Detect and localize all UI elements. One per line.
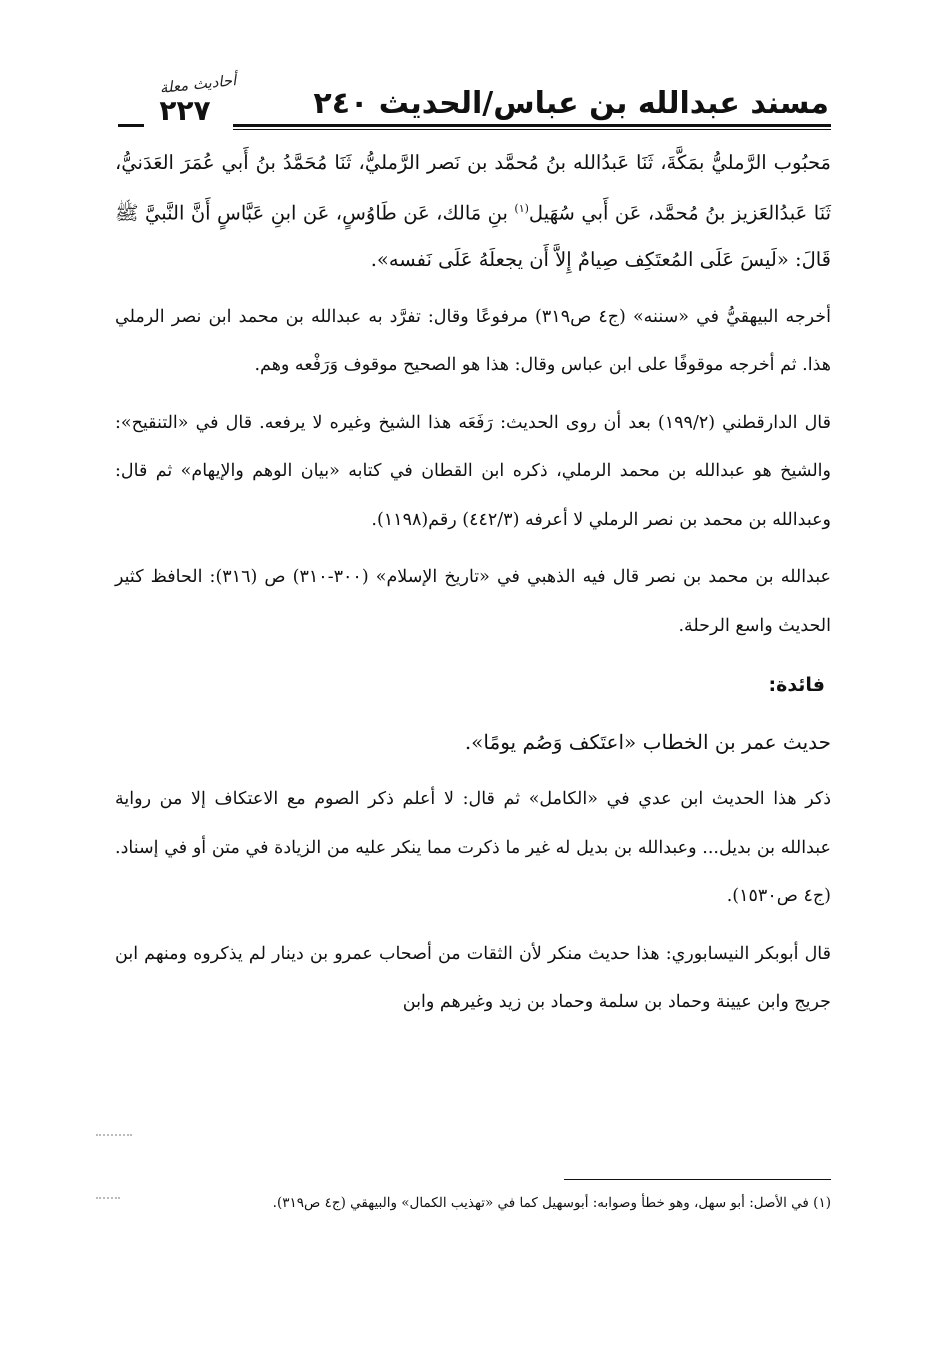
running-header-title: مسند عبدالله بن عباس/الحديث ٢٤٠	[313, 86, 829, 121]
hadith-paragraph	[115, 140, 831, 283]
page-number: ٢٢٧	[159, 94, 211, 127]
paragraph-bayhaqi: أخرجه البيهقيُّ في «سننه» (ج٤ ص٣١٩) مرفوعًا وقال: تفرَّد به عبدالله بن محمد ابن نصر الرملي هذا. ثم أخرجه موقوفًا على ابن عباس وقال: هذا هو الصحيح موقوف وَرَفْعه وهم.	[115, 306, 831, 375]
hadith-text: مَحبُوب الرَّمليُّ بمَكَّةَ، ثَنَا عَبدُالله بنُ مُحمَّد بن نَصر الرَّمليُّ، ثَنَا مُحَمَّدُ بنُ أَبي عُمَرَ العَدَنيُّ، ثَنَا عَبدُالعَزيز بنُ مُحمَّد، عَن أَبي سُهَيل	[115, 151, 832, 225]
handwritten-note: أحاديث معلة	[158, 71, 238, 97]
paragraph-dhahabi: عبدالله بن محمد بن نصر قال فيه الذهبي في «تاريخ الإسلام» (٣٠٠-٣١٠) ص (٣١٦): الحافظ كثير الحديث واسع الرحلة.	[115, 567, 831, 636]
margin-dots	[96, 1197, 120, 1199]
section-heading: فائدة:	[768, 674, 825, 696]
margin-dots	[96, 1134, 132, 1136]
main-text	[115, 140, 831, 1036]
page-number-dash	[118, 124, 144, 127]
hadith-text-continued: بنِ مَالك، عَن طَاوُسٍ، عَن ابنِ عَبَّاسٍ أَنَّ النَّبيَّ ﷺ قَالَ: «لَيسَ عَلَى المُعتَكِف صِيامٌ إِلاَّ أَن يجعلَهُ عَلَى نَفسه».	[115, 201, 831, 271]
paragraph-daraqutni: قال الدارقطني (١٩٩/٢) بعد أن روى الحديث: رَفَعَه هذا الشيخ وغيره لا يرفعه. قال في «التنقيح»: والشيخ هو عبدالله بن محمد الرملي، ذكره ابن القطان في كتابه «بيان الوهم والإيهام» ثم قال: وعبدالله بن محمد بن نصر الرملي لا أعرفه (٤٤٢/٣) رقم(١١٩٨).	[115, 412, 831, 530]
header-rule	[233, 124, 831, 127]
paragraph-umar-hadith: حديث عمر بن الخطاب «اعتَكف وَصُم يومًا».	[464, 730, 831, 754]
footnote: (١) في الأصل: أبو سهل، وهو خطأ وصوابه: أبوسهيل كما في «تهذيب الكمال» والبيهقي (ج٤ ص٣١٩).	[272, 1195, 831, 1211]
paragraph-naysaburi: قال أبوبكر النيسابوري: هذا حديث منكر لأن الثقات من أصحاب عمرو بن دينار لم يذكروه ومنهم ابن جريج وابن عيينة وحماد بن سلمة وحماد بن زيد وغيرهم وابن	[115, 943, 831, 1012]
footnote-rule	[564, 1179, 831, 1180]
paragraph-ibn-adi: ذكر هذا الحديث ابن عدي في «الكامل» ثم قال: لا أعلم ذكر الصوم مع الاعتكاف إلا من رواية عبدالله بن بديل... وعبدالله بن بديل له غير ما ذكرت مما ينكر عليه من الزيادة في متن أو في إسناد. (ج٤ ص١٥٣٠).	[115, 789, 831, 906]
header-rule-thin	[233, 129, 831, 130]
footnote-marker: (١)	[514, 202, 529, 215]
